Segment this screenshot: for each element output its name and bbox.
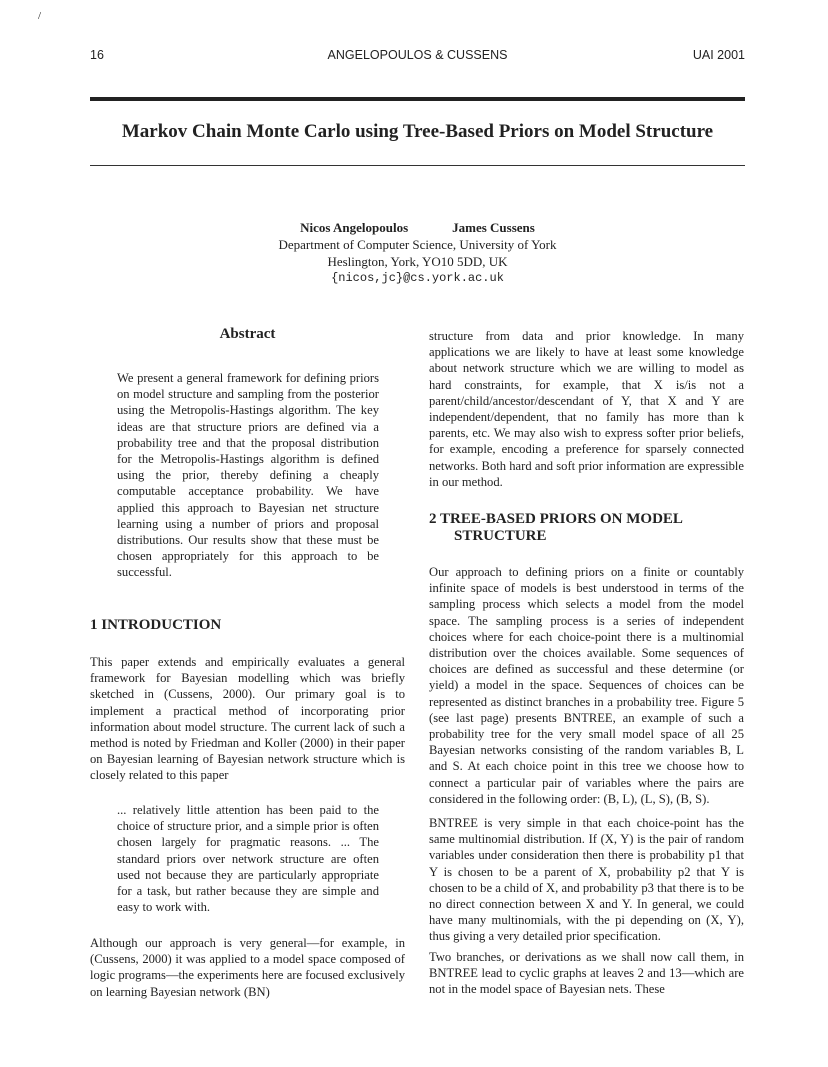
scan-mark: / — [38, 10, 42, 22]
address: Heslington, York, YO10 5DD, UK — [327, 254, 508, 269]
paragraph: structure from data and prior knowledge. In many applications we are likely to have at least some knowledge about network structure which we are willing to model as hard constraints, for example, that X is/is not a parent/child/ancestor/descendant of Y, that X and Y are independent/dependent, that no family has more than k parents, etc. We may also wish to express softer prior beliefs, for example, encoding a preference for sparsely connected networks. Both hard and soft prior information are expressible in our method. — [429, 329, 744, 489]
abstract-heading: Abstract — [219, 326, 276, 342]
paragraph: Although our approach is very general—for example, in (Cussens, 2000) it was applied to a model space composed of logic programs—the experiments here are focused exclusively on learning Bayesian network (BN) — [90, 936, 405, 999]
section-heading: 1 INTRODUCTION — [90, 617, 222, 633]
author-name: James Cussens — [452, 220, 535, 235]
paragraph: Our approach to defining priors on a finite or countably infinite space of models is best understood in terms of the sampling process which selects a model from the model space. The sampling process is a series of independent choices where for each choice-point there is a multinomial distribution over the choices available. Some sequences of choices are defined as successful and these determine (or yield) a model in the space. Sequences of choices can be represented as distinct branches in a probability tree. Figure 5 (see last page) presents BNTREE, an example of such a probability tree for the very small model space of all 25 Bayesian networks consisting of the random variables B, L and S. At each choice point in this tree we choose how to connect a particular pair of variables where the pairs are considered in the following order: (B, L), (L, S), (B, S). — [429, 565, 744, 806]
running-title: ANGELOPOULOS & CUSSENS — [327, 48, 508, 62]
section-heading: 2 TREE-BASED PRIORS ON MODEL STRUCTURE — [429, 511, 683, 544]
title-rule — [90, 165, 745, 166]
venue: UAI 2001 — [692, 48, 745, 62]
paper-title: Markov Chain Monte Carlo using Tree-Based Priors on Model Structure — [121, 121, 714, 142]
top-rule — [90, 97, 745, 101]
page-number: 16 — [90, 48, 104, 62]
abstract-text: We present a general framework for defining priors on model structure and sampling from the posterior using the Metropolis-Hastings algorithm. The key ideas are that structure priors are defined via a probability tree and that the proposal distribution for the Metropolis-Hastings algorithm is defined using the prior, thereby defining a cheaply computable acceptance probability. We have applied this approach to Bayesian net structure learning using a number of priors and proposal distributions. Our results show that these must be chosen appropriately for this approach to be successful. — [117, 371, 379, 580]
affiliation: Department of Computer Science, University of York — [278, 237, 557, 252]
author-name: Nicos Angelopoulos — [300, 220, 409, 235]
author-block — [90, 219, 745, 287]
block-quote: ... relatively little attention has been paid to the choice of structure prior, and a simple prior is often chosen largely for pragmatic reasons. ... The standard priors over network structure are often used not because they are particularly appropriate for a task, but rather because they are simple and easy to work with. — [117, 803, 379, 915]
paragraph: Two branches, or derivations as we shall now call them, in BNTREE lead to cyclic graphs at leaves 2 and 13—which are not in the model space of Bayesian nets. These — [429, 950, 744, 997]
paragraph: BNTREE is very simple in that each choice-point has the same multinomial distribution. If (X, Y) is the pair of random variables under consideration then there is probability p1 that Y is chosen to be a parent of X, probability p2 that Y is chosen to be a child of X, and probability p3 that there is to be no direct connection between X and Y. In general, we could have many multinomials, with the pi depending on (X, Y), thus giving a very detailed prior specification. — [429, 816, 744, 944]
email: {nicos,jc}@cs.york.ac.uk — [331, 271, 504, 285]
paragraph: This paper extends and empirically evaluates a general framework for Bayesian modelling which was briefly sketched in (Cussens, 2000). Our primary goal is to implement a practical method of incorporating prior information about model structure. The current lack of such a method is noted by Friedman and Koller (2000) in their paper on Bayesian learning of Bayesian network structure which is closely related to this paper — [90, 655, 405, 783]
